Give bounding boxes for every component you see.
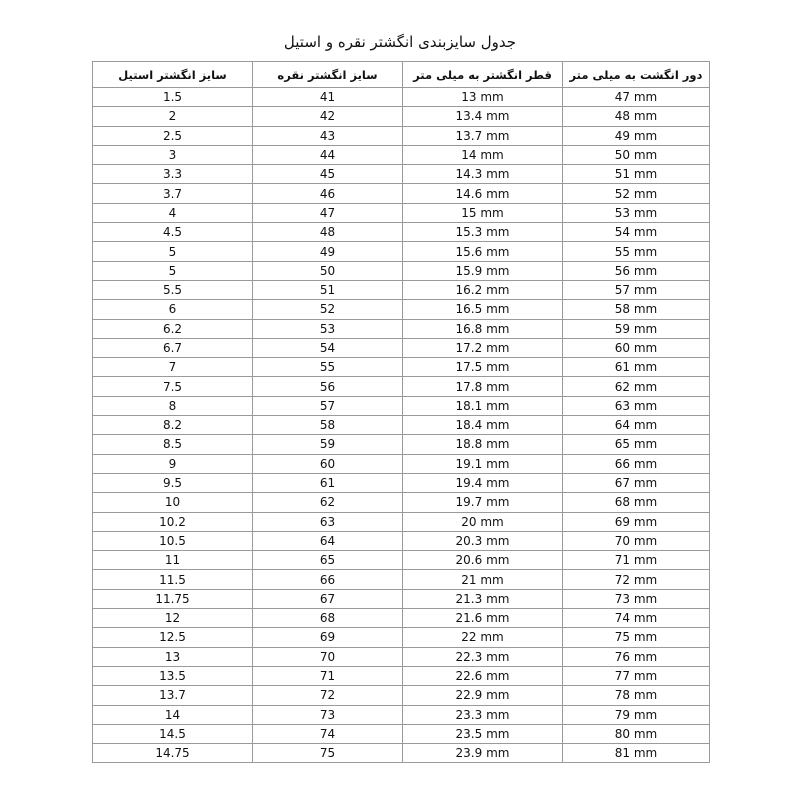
table-header (93, 62, 710, 88)
cell-circumference: 64 mm (563, 416, 710, 435)
table-row (93, 647, 710, 666)
cell-diameter: 21 mm (403, 570, 563, 589)
cell-steel-size: 3.3 (93, 165, 253, 184)
cell-silver-size: 60 (253, 454, 403, 473)
cell-circumference: 81 mm (563, 744, 710, 763)
cell-circumference: 49 mm (563, 126, 710, 145)
table-row (93, 242, 710, 261)
cell-steel-size: 7.5 (93, 377, 253, 396)
cell-diameter: 22.3 mm (403, 647, 563, 666)
cell-circumference: 59 mm (563, 319, 710, 338)
cell-circumference: 66 mm (563, 454, 710, 473)
header-diameter-mm: قطر انگشتر به میلی متر (403, 62, 563, 88)
table-row (93, 551, 710, 570)
cell-silver-size: 66 (253, 570, 403, 589)
ring-size-table (92, 61, 710, 763)
table-row (93, 358, 710, 377)
cell-silver-size: 75 (253, 744, 403, 763)
table-row (93, 454, 710, 473)
table-row (93, 107, 710, 126)
table-row (93, 126, 710, 145)
cell-silver-size: 69 (253, 628, 403, 647)
cell-circumference: 70 mm (563, 531, 710, 550)
table-row (93, 88, 710, 107)
table-row (93, 570, 710, 589)
cell-circumference: 60 mm (563, 338, 710, 357)
cell-steel-size: 11.5 (93, 570, 253, 589)
table-row (93, 338, 710, 357)
cell-silver-size: 43 (253, 126, 403, 145)
cell-steel-size: 13 (93, 647, 253, 666)
cell-diameter: 19.4 mm (403, 473, 563, 492)
cell-steel-size: 12 (93, 609, 253, 628)
cell-steel-size: 9.5 (93, 473, 253, 492)
cell-silver-size: 71 (253, 666, 403, 685)
table-body (93, 88, 710, 763)
cell-circumference: 68 mm (563, 493, 710, 512)
cell-circumference: 47 mm (563, 88, 710, 107)
page-title: جدول سایزبندی انگشتر نقره و استیل (283, 33, 517, 51)
table-row (93, 416, 710, 435)
cell-silver-size: 52 (253, 300, 403, 319)
cell-silver-size: 62 (253, 493, 403, 512)
cell-diameter: 18.1 mm (403, 396, 563, 415)
cell-diameter: 15.3 mm (403, 223, 563, 242)
cell-circumference: 73 mm (563, 589, 710, 608)
cell-diameter: 13.7 mm (403, 126, 563, 145)
cell-diameter: 17.5 mm (403, 358, 563, 377)
cell-steel-size: 12.5 (93, 628, 253, 647)
table-row (93, 396, 710, 415)
cell-steel-size: 7 (93, 358, 253, 377)
table-row (93, 165, 710, 184)
table-row (93, 666, 710, 685)
cell-silver-size: 63 (253, 512, 403, 531)
cell-silver-size: 59 (253, 435, 403, 454)
cell-silver-size: 49 (253, 242, 403, 261)
table-row (93, 261, 710, 280)
table-row (93, 300, 710, 319)
cell-diameter: 14.6 mm (403, 184, 563, 203)
cell-silver-size: 46 (253, 184, 403, 203)
cell-steel-size: 4 (93, 203, 253, 222)
cell-circumference: 53 mm (563, 203, 710, 222)
cell-silver-size: 54 (253, 338, 403, 357)
cell-steel-size: 10.5 (93, 531, 253, 550)
cell-circumference: 55 mm (563, 242, 710, 261)
header-circumference-mm: دور انگشت به میلی متر (563, 62, 710, 88)
cell-diameter: 15 mm (403, 203, 563, 222)
cell-steel-size: 13.7 (93, 686, 253, 705)
cell-diameter: 23.5 mm (403, 724, 563, 743)
cell-silver-size: 41 (253, 88, 403, 107)
table-row (93, 589, 710, 608)
header-silver-size: سایز انگشتر نقره (253, 62, 403, 88)
cell-circumference: 67 mm (563, 473, 710, 492)
cell-steel-size: 10.2 (93, 512, 253, 531)
cell-diameter: 20 mm (403, 512, 563, 531)
cell-circumference: 79 mm (563, 705, 710, 724)
table-row (93, 705, 710, 724)
cell-circumference: 72 mm (563, 570, 710, 589)
cell-circumference: 63 mm (563, 396, 710, 415)
cell-steel-size: 8.5 (93, 435, 253, 454)
cell-diameter: 20.6 mm (403, 551, 563, 570)
cell-circumference: 77 mm (563, 666, 710, 685)
cell-diameter: 13.4 mm (403, 107, 563, 126)
table-row (93, 493, 710, 512)
cell-silver-size: 65 (253, 551, 403, 570)
cell-diameter: 21.6 mm (403, 609, 563, 628)
cell-silver-size: 74 (253, 724, 403, 743)
cell-circumference: 78 mm (563, 686, 710, 705)
cell-circumference: 51 mm (563, 165, 710, 184)
cell-silver-size: 51 (253, 280, 403, 299)
table-row (93, 531, 710, 550)
cell-steel-size: 8.2 (93, 416, 253, 435)
cell-circumference: 57 mm (563, 280, 710, 299)
cell-steel-size: 3.7 (93, 184, 253, 203)
cell-diameter: 20.3 mm (403, 531, 563, 550)
cell-diameter: 17.8 mm (403, 377, 563, 396)
cell-circumference: 71 mm (563, 551, 710, 570)
cell-diameter: 13 mm (403, 88, 563, 107)
cell-silver-size: 67 (253, 589, 403, 608)
table-row (93, 609, 710, 628)
table-row (93, 744, 710, 763)
cell-silver-size: 53 (253, 319, 403, 338)
cell-silver-size: 61 (253, 473, 403, 492)
table-row (93, 628, 710, 647)
cell-silver-size: 70 (253, 647, 403, 666)
cell-silver-size: 72 (253, 686, 403, 705)
cell-diameter: 18.8 mm (403, 435, 563, 454)
cell-diameter: 19.1 mm (403, 454, 563, 473)
cell-steel-size: 8 (93, 396, 253, 415)
cell-silver-size: 44 (253, 145, 403, 164)
cell-steel-size: 13.5 (93, 666, 253, 685)
cell-circumference: 65 mm (563, 435, 710, 454)
table-row (93, 145, 710, 164)
cell-silver-size: 68 (253, 609, 403, 628)
cell-steel-size: 5 (93, 242, 253, 261)
cell-diameter: 22.6 mm (403, 666, 563, 685)
table-row (93, 512, 710, 531)
cell-circumference: 52 mm (563, 184, 710, 203)
cell-diameter: 17.2 mm (403, 338, 563, 357)
header-steel-size: سایز انگشتر استیل (93, 62, 253, 88)
table-row (93, 280, 710, 299)
cell-silver-size: 45 (253, 165, 403, 184)
cell-diameter: 18.4 mm (403, 416, 563, 435)
cell-diameter: 14 mm (403, 145, 563, 164)
cell-silver-size: 48 (253, 223, 403, 242)
cell-circumference: 80 mm (563, 724, 710, 743)
table-row (93, 377, 710, 396)
cell-circumference: 69 mm (563, 512, 710, 531)
cell-steel-size: 3 (93, 145, 253, 164)
cell-steel-size: 14 (93, 705, 253, 724)
table-row (93, 435, 710, 454)
cell-diameter: 14.3 mm (403, 165, 563, 184)
cell-circumference: 58 mm (563, 300, 710, 319)
cell-circumference: 54 mm (563, 223, 710, 242)
cell-steel-size: 6 (93, 300, 253, 319)
cell-silver-size: 57 (253, 396, 403, 415)
cell-steel-size: 1.5 (93, 88, 253, 107)
cell-steel-size: 4.5 (93, 223, 253, 242)
cell-silver-size: 64 (253, 531, 403, 550)
cell-silver-size: 47 (253, 203, 403, 222)
cell-circumference: 74 mm (563, 609, 710, 628)
cell-steel-size: 5.5 (93, 280, 253, 299)
cell-diameter: 21.3 mm (403, 589, 563, 608)
cell-silver-size: 56 (253, 377, 403, 396)
cell-steel-size: 6.2 (93, 319, 253, 338)
cell-steel-size: 11.75 (93, 589, 253, 608)
cell-silver-size: 55 (253, 358, 403, 377)
table-row (93, 724, 710, 743)
cell-diameter: 23.3 mm (403, 705, 563, 724)
cell-steel-size: 14.75 (93, 744, 253, 763)
cell-circumference: 50 mm (563, 145, 710, 164)
cell-circumference: 56 mm (563, 261, 710, 280)
cell-circumference: 76 mm (563, 647, 710, 666)
cell-steel-size: 14.5 (93, 724, 253, 743)
header-row (93, 62, 710, 88)
cell-steel-size: 9 (93, 454, 253, 473)
cell-circumference: 48 mm (563, 107, 710, 126)
cell-circumference: 61 mm (563, 358, 710, 377)
cell-steel-size: 10 (93, 493, 253, 512)
cell-circumference: 62 mm (563, 377, 710, 396)
table-row (93, 184, 710, 203)
cell-diameter: 16.5 mm (403, 300, 563, 319)
table-row (93, 473, 710, 492)
table-row (93, 223, 710, 242)
cell-diameter: 19.7 mm (403, 493, 563, 512)
cell-circumference: 75 mm (563, 628, 710, 647)
cell-diameter: 22.9 mm (403, 686, 563, 705)
cell-diameter: 16.2 mm (403, 280, 563, 299)
cell-silver-size: 73 (253, 705, 403, 724)
table-row (93, 319, 710, 338)
cell-diameter: 16.8 mm (403, 319, 563, 338)
cell-steel-size: 2.5 (93, 126, 253, 145)
cell-silver-size: 42 (253, 107, 403, 126)
cell-silver-size: 50 (253, 261, 403, 280)
cell-diameter: 23.9 mm (403, 744, 563, 763)
cell-silver-size: 58 (253, 416, 403, 435)
cell-diameter: 22 mm (403, 628, 563, 647)
cell-steel-size: 5 (93, 261, 253, 280)
cell-diameter: 15.9 mm (403, 261, 563, 280)
cell-steel-size: 2 (93, 107, 253, 126)
cell-steel-size: 6.7 (93, 338, 253, 357)
cell-diameter: 15.6 mm (403, 242, 563, 261)
table-row (93, 686, 710, 705)
table-row (93, 203, 710, 222)
cell-steel-size: 11 (93, 551, 253, 570)
